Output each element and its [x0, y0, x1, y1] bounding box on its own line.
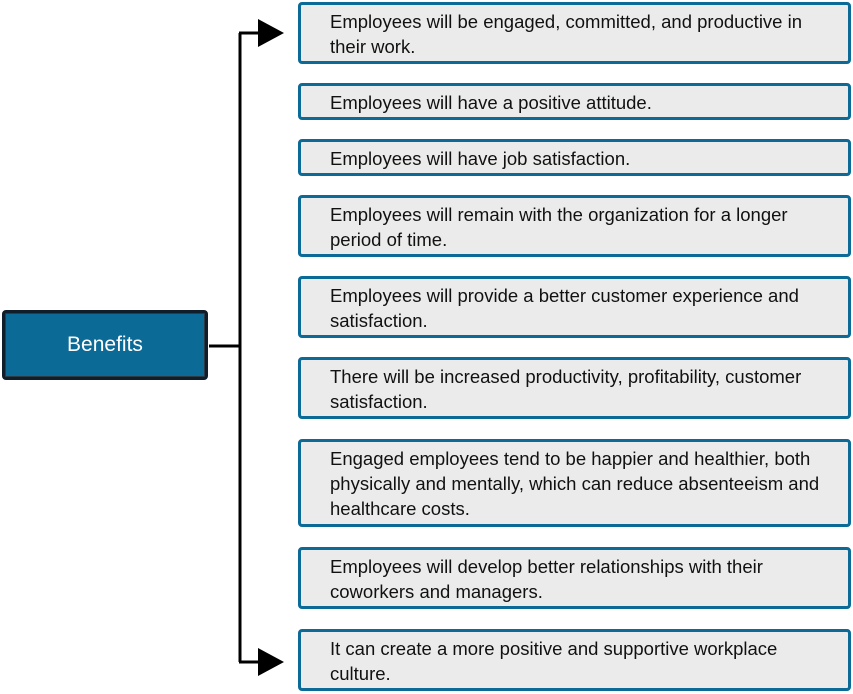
benefit-box-job-satisfaction — [298, 139, 851, 176]
benefit-text: Employees will develop better relationships with their coworkers and managers. — [330, 556, 763, 602]
benefit-text: Employees will have a positive attitude. — [330, 92, 652, 113]
bottom-arrowhead-icon — [258, 648, 284, 676]
benefits-root-label: Benefits — [67, 333, 143, 356]
benefit-text: Employees will provide a better customer experience and satisfaction. — [330, 285, 799, 331]
benefit-box-customer-experience — [298, 276, 851, 338]
benefit-text: Engaged employees tend to be happier and healthier, both physically and mentally, which can reduce absenteeism and healthcare costs. — [330, 448, 820, 519]
benefit-text: Employees will have job satisfaction. — [330, 148, 631, 169]
benefit-box-relationships — [298, 547, 851, 609]
benefit-text: Employees will be engaged, committed, and productive in their work. — [330, 11, 803, 57]
benefit-box-positive-attitude — [298, 83, 851, 120]
benefit-box-engaged — [298, 2, 851, 64]
benefit-text: There will be increased productivity, profitability, customer satisfaction. — [330, 366, 802, 412]
benefit-box-health — [298, 439, 851, 527]
benefit-text: It can create a more positive and supportive workplace culture. — [330, 638, 778, 684]
benefit-box-culture — [298, 629, 851, 691]
benefit-text: Employees will remain with the organization for a longer period of time. — [330, 204, 788, 250]
benefits-root-box — [2, 310, 208, 380]
benefit-box-productivity — [298, 357, 851, 419]
top-arrowhead-icon — [258, 19, 284, 47]
benefit-box-retention — [298, 195, 851, 257]
